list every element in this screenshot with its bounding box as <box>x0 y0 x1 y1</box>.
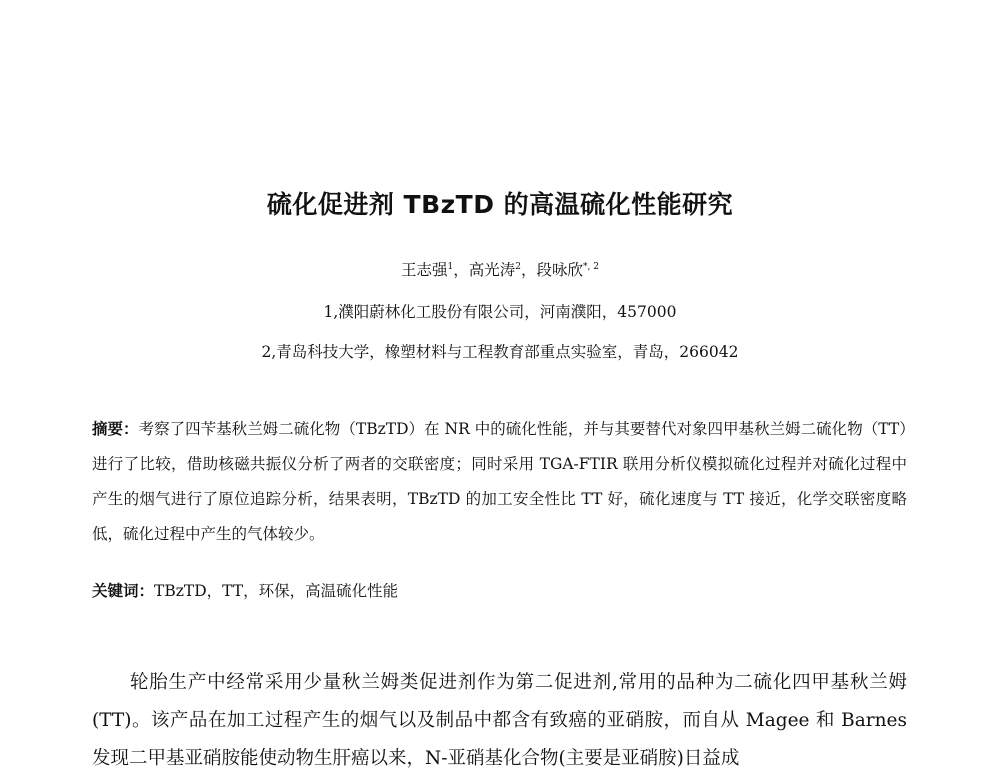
body-paragraph: 轮胎生产中经常采用少量秋兰姆类促进剂作为第二促进剂,常用的品种为二硫化四甲基秋兰姆(TT)。该产品在加工过程产生的烟气以及制品中都含有致癌的亚硝胺，而自从 Magee 和 Barnes 发现二甲基亚硝胺能使动物生肝癌以来，N-亚硝基化合物(主要是亚硝胺)日益成 <box>92 672 907 769</box>
abstract-text: 考察了四苄基秋兰姆二硫化物（TBzTD）在 NR 中的硫化性能，并与其要替代对象四甲基秋兰姆二硫化物（TT）进行了比较，借助核磁共振仪分析了两者的交联密度；同时采用 TGA-FTIR 联用分析仪模拟硫化过程并对硫化过程中产生的烟气进行了原位追踪分析，结果表明，TBzTD 的加工安全性比 TT 好，硫化速度与 TT 接近，化学交联密度略低，硫化过程中产生的气体较少。 <box>92 420 907 543</box>
paper-title: 硫化促进剂 TBzTD 的高温硫化性能研究 <box>266 190 734 219</box>
affiliation-2: 2,青岛科技大学，橡塑材料与工程教育部重点实验室，青岛，266042 <box>261 343 739 361</box>
author-line <box>0 258 1000 280</box>
author-affiliation-mark: 2 <box>515 261 522 272</box>
author-name: 段咏欣 <box>536 261 584 279</box>
keywords-text: TBzTD，TT，环保，高温硫化性能 <box>154 582 399 600</box>
author-separator: ， <box>453 261 469 279</box>
author-affiliation-mark: 1 <box>447 261 454 272</box>
abstract-label: 摘要： <box>92 420 139 438</box>
keywords-label: 关键词： <box>92 582 155 600</box>
abstract <box>92 412 907 552</box>
author-name: 高光涛 <box>468 261 516 279</box>
affiliation-1: 1,濮阳蔚林化工股份有限公司，河南濮阳，457000 <box>323 303 677 321</box>
author-name: 王志强 <box>401 261 448 279</box>
keywords <box>92 578 907 604</box>
author-affiliation-mark: *, 2 <box>583 261 599 272</box>
author-separator: ， <box>521 261 537 279</box>
